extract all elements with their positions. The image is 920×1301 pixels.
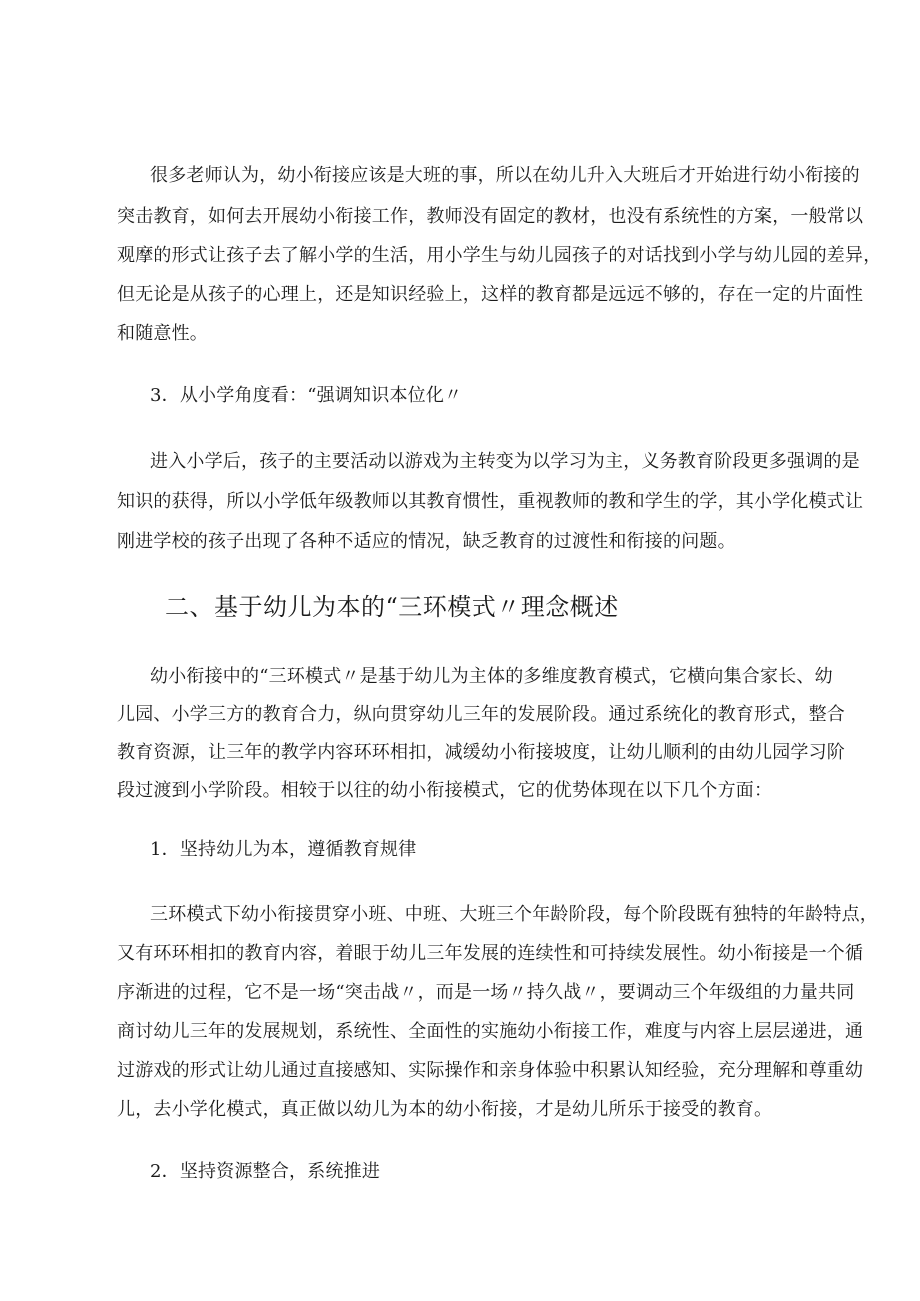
text-line: 商讨幼儿三年的发展规划，系统性、全面性的实施幼小衔接工作，难度与内容上层层递进，通 [117, 1021, 864, 1042]
subheading-primary-school-view: 3．从小学角度看：“强调知识本位化〃 [150, 385, 463, 406]
text-line: 突击教育，如何去开展幼小衔接工作，教师没有固定的教材，也没有系统性的方案，一般常以 [117, 206, 864, 227]
text-line: 三环模式下幼小衔接贯穿小班、中班、大班三个年龄阶段，每个阶段既有独特的年龄特点， [150, 904, 878, 925]
text-line: 观摩的形式让孩子去了解小学的生活，用小学生与幼儿园孩子的对话找到小学与幼儿园的差异， [117, 245, 882, 266]
subheading-resource-integration: 2．坚持资源整合，系统推进 [150, 1161, 381, 1182]
text-line: 和随意性。 [117, 323, 208, 344]
text-line: 幼小衔接中的“三环模式〃是基于幼儿为主体的多维度教育模式，它横向集合家长、幼 [150, 666, 833, 687]
text-line: 过游戏的形式让幼儿通过直接感知、实际操作和亲身体验中积累认知经验，充分理解和尊重幼 [117, 1060, 864, 1081]
subheading-child-centered: 1．坚持幼儿为本，遵循教育规律 [150, 839, 417, 860]
text-line: 但无论是从孩子的心理上，还是知识经验上，这样的教育都是远远不够的，存在一定的片面性 [117, 284, 864, 305]
text-line: 段过渡到小学阶段。相较于以往的幼小衔接模式，它的优势体现在以下几个方面： [117, 780, 773, 801]
text-line: 儿，去小学化模式，真正做以幼儿为本的幼小衔接，才是幼儿所乐于接受的教育。 [117, 1099, 773, 1120]
section-heading: 二、基于幼儿为本的“三环模式〃理念概述 [165, 593, 619, 621]
text-line: 刚进学校的孩子出现了各种不适应的情况，缺乏教育的过渡性和衔接的问题。 [117, 531, 736, 552]
text-line: 很多老师认为，幼小衔接应该是大班的事，所以在幼儿升入大班后才开始进行幼小衔接的 [150, 165, 860, 186]
text-line: 又有环环相扣的教育内容，着眼于幼儿三年发展的连续性和可持续发展性。幼小衔接是一个循 [117, 943, 864, 964]
text-line: 教育资源，让三年的教学内容环环相扣，减缓幼小衔接坡度，让幼儿顺利的由幼儿园学习阶 [117, 742, 845, 763]
text-line: 进入小学后，孩子的主要活动以游戏为主转变为以学习为主，义务教育阶段更多强调的是 [150, 451, 860, 472]
text-line: 序渐进的过程，它不是一场“突击战〃，而是一场〃持久战〃，要调动三个年级组的力量共同 [117, 982, 855, 1003]
text-line: 儿园、小学三方的教育合力，纵向贯穿幼儿三年的发展阶段。通过系统化的教育形式，整合 [117, 704, 845, 725]
text-line: 知识的获得，所以小学低年级教师以其教育惯性，重视教师的教和学生的学，其小学化模式让 [117, 491, 864, 512]
